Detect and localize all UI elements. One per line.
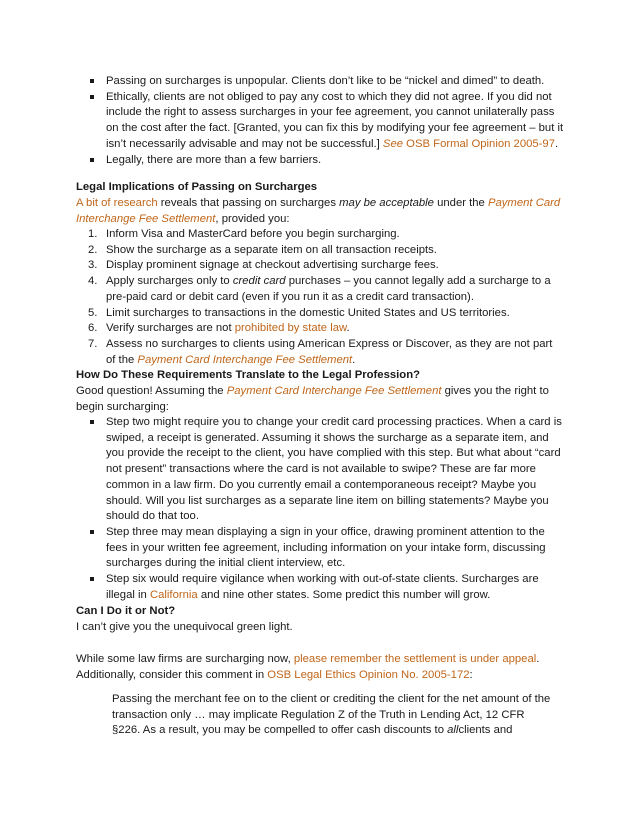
list-item: 5. Limit surcharges to transactions in the domestic United States and US territories.: [88, 306, 510, 319]
settlement-link[interactable]: Payment Card Interchange Fee Settlement: [76, 197, 561, 225]
bullet-text-end: .: [555, 137, 559, 150]
list-item: Step six would require vigilance when working with out-of-state clients. Surcharges are illegal in California and nine other states. Some predict this number will grow.: [76, 572, 564, 603]
see-label: See: [382, 137, 404, 150]
list-item: Step two might require you to change your credit card processing practices. When a card is swiped, a receipt is generated. Assuming it shows the surcharge as a separate item, and you provide the receipt to the client, you have complied with this step. But what about “card not present” transactions where the card is not available to swipe? These are far more common in a law firm. Do you currently email a contemporaneous receipt? Maybe you should. Will you list surcharges as a separate line item on billing statements? Maybe you should do that too.: [76, 415, 564, 525]
profession-list: [76, 415, 564, 603]
bullet-text: Legally, there are more than a few barriers.: [106, 153, 322, 166]
section-heading-legal-profession: How Do These Requirements Translate to the Legal Profession?: [76, 369, 420, 381]
list-item: 3. Display prominent signage at checkout advertising surcharge fees.: [88, 259, 439, 272]
settlement-link[interactable]: Payment Card Interchange Fee Settlement: [226, 385, 442, 397]
bullet-text: Passing on surcharges is unpopular. Clients don’t like to be “nickel and dimed” to death.: [106, 75, 545, 87]
barriers-list: [76, 74, 564, 168]
section-text: I can’t give you the unequivocal green light.: [76, 621, 293, 633]
osb-ethics-opinion-link[interactable]: OSB Legal Ethics Opinion No. 2005-172: [267, 668, 470, 681]
list-item: 4. Apply surcharges only to credit card purchases – you cannot legally add a surcharge to a pre-paid card or debit card (even if you run it as a credit card transaction).: [88, 275, 551, 303]
list-item: [76, 90, 564, 153]
appeal-link[interactable]: please remember the settlement is under appeal: [293, 653, 537, 665]
list-item: 1. Inform Visa and MasterCard before you begin surcharging.: [88, 228, 400, 240]
research-link[interactable]: A bit of research: [76, 197, 158, 209]
section-heading-legal-implications: Legal Implications of Passing on Surcharges: [76, 181, 318, 193]
list-item: 6. Verify surcharges are not prohibited by state law.: [88, 322, 350, 335]
section-intro: Good question! Assuming the Payment Card Interchange Fee Settlement gives you the right to begin surcharging:: [76, 385, 549, 413]
section-heading-can-i-do-it: Can I Do it or Not?: [76, 605, 176, 617]
list-item: 2. Show the surcharge as a separate item on all transaction receipts.: [88, 243, 437, 256]
list-item: [76, 153, 564, 169]
california-link[interactable]: California: [149, 588, 198, 601]
state-law-link[interactable]: prohibited by state law: [234, 322, 347, 335]
block-quote: Passing the merchant fee on to the client or crediting the client for the net amount of the transaction only … may implicate Regulation Z of the Truth in Lending Act, 12 CFR §226. As a result, you may be compelled to offer cash discounts to allclients and: [112, 693, 551, 737]
emphasis-text: may be acceptable: [339, 197, 434, 209]
list-item: Step three may mean displaying a sign in your office, drawing prominent attention to the fees in your written fee agreement, including information on your intake form, discussing surcharges during the initial client interview, etc.: [76, 525, 564, 572]
section-intro: A bit of research reveals that passing on surcharges may be acceptable under the Payment Card Interchange Fee Settlement, provided you:: [76, 197, 561, 225]
list-item: [76, 74, 564, 90]
requirements-list: [76, 227, 564, 368]
osb-formal-opinion-link[interactable]: OSB Formal Opinion 2005-97: [406, 137, 555, 150]
settlement-link[interactable]: Payment Card Interchange Fee Settlement: [137, 353, 353, 366]
list-item: 7. Assess no surcharges to clients using American Express or Discover, as they are not part of the Payment Card Interchange Fee Settlement.: [88, 337, 553, 366]
closing-paragraph: While some law firms are surcharging now, please remember the settlement is under appeal. Additionally, consider this comment in OSB Legal Ethics Opinion No. 2005-172:: [76, 653, 540, 681]
bullet-text: Ethically, clients are not obliged to pay any cost to which they did not agree. If you did not include the right to assess surcharges in your fee agreement, you cannot unilaterally pass on the cost after the fact. [Granted, you can fix this by modifying your fee agreement – but it isn’t necessarily advisable and may not be successful.]: [106, 90, 564, 150]
